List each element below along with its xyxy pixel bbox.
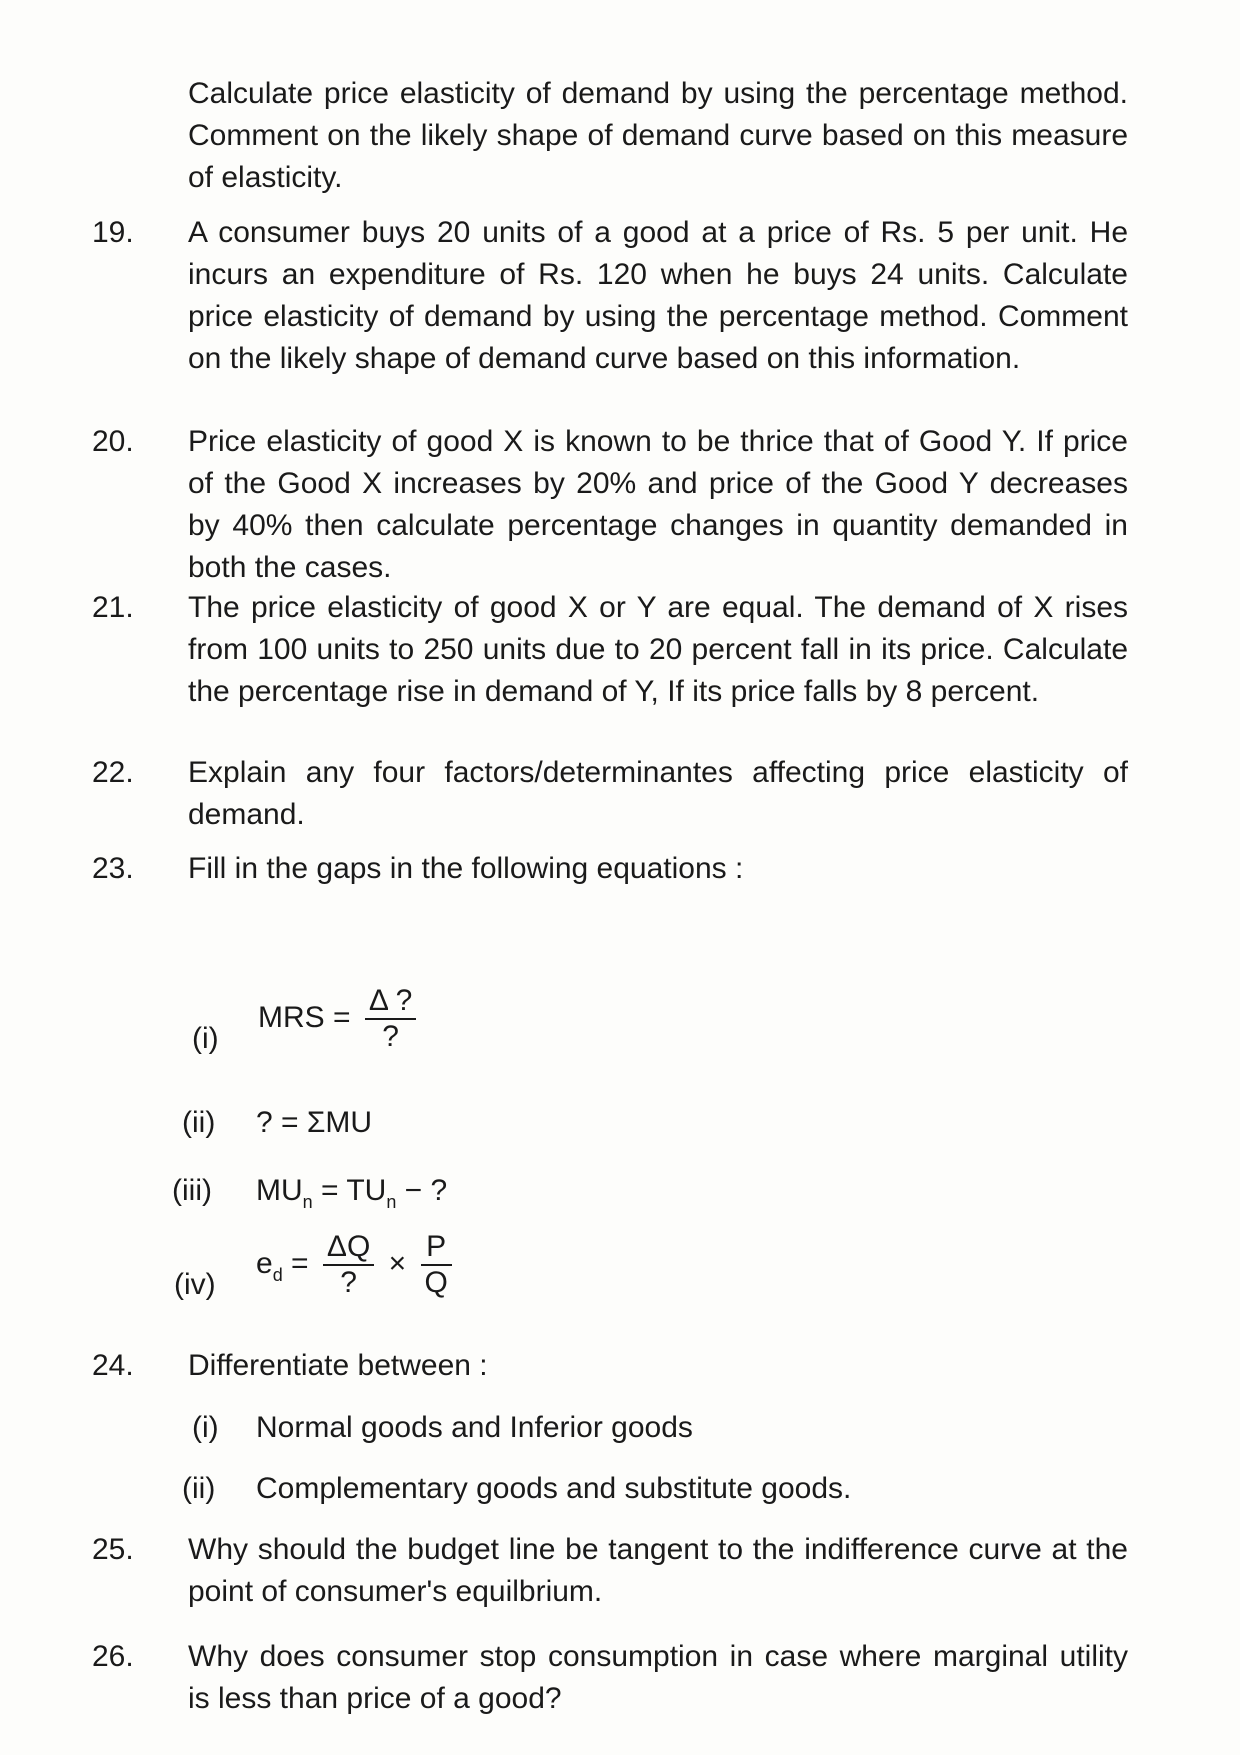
question-number-23: 23.: [92, 852, 134, 885]
equation-label-iii: (iii): [172, 1174, 212, 1207]
question-text: Why should the budget line be tangent to the indifference curve at the point of consumer's equilbrium.: [188, 1533, 1128, 1608]
mu-subscript: n: [302, 1192, 313, 1212]
question-text: Why does consumer stop consumption in case where marginal utility is less than price of a good?: [188, 1640, 1128, 1715]
differentiate-label-i: (i): [192, 1411, 219, 1444]
mrs-denominator: ?: [365, 1018, 416, 1054]
fraction-2-denominator: Q: [421, 1264, 452, 1300]
question-22: [188, 752, 1128, 836]
question-number-24: 24.: [92, 1349, 134, 1382]
elasticity-fraction-1: [323, 1230, 374, 1300]
question-text: Price elasticity of good X is known to be thrice that of Good Y. If price of the Good X increases by 20% and price of the Good Y decreases by 40% then calculate percentage changes in quantity demanded in both the cases.: [188, 425, 1128, 584]
question-25: [188, 1529, 1128, 1613]
question-number-20: 20.: [92, 425, 134, 458]
equals-sign: =: [291, 1246, 309, 1280]
fraction-2-numerator: P: [426, 1230, 447, 1263]
ed-subscript: d: [272, 1264, 283, 1285]
mu-term: MU: [256, 1174, 303, 1207]
tu-term: = TU: [312, 1174, 387, 1207]
mrs-fraction: [365, 984, 416, 1054]
equation-label-iv: (iv): [174, 1268, 216, 1301]
elasticity-fraction-2: [421, 1230, 452, 1300]
equation-label-ii: (ii): [182, 1106, 216, 1139]
question-21: [188, 587, 1128, 713]
question-text: Differentiate between :: [188, 1349, 488, 1382]
ed-lhs: e: [256, 1246, 273, 1280]
tu-subscript: n: [386, 1192, 397, 1212]
fraction-1-numerator: ΔQ: [326, 1230, 371, 1263]
equation-label-i: (i): [192, 1022, 219, 1055]
question-20: [188, 421, 1128, 589]
question-number-25: 25.: [92, 1533, 134, 1566]
question-number-26: 26.: [92, 1640, 134, 1673]
equals-sign: =: [333, 1000, 351, 1034]
question-text: Fill in the gaps in the following equations :: [188, 852, 744, 885]
differentiate-label-ii: (ii): [182, 1472, 216, 1505]
question-26: [188, 1636, 1128, 1720]
fraction-1-denominator: ?: [323, 1264, 374, 1300]
equation-tu: ? = ΣMU: [256, 1106, 373, 1139]
equation-mrs: [258, 984, 422, 1054]
intro-paragraph: [188, 73, 1128, 199]
differentiate-item-i: Normal goods and Inferior goods: [256, 1411, 693, 1444]
question-24: [188, 1345, 1128, 1387]
question-19: [188, 212, 1128, 380]
minus-term: − ?: [396, 1174, 448, 1207]
times-sign: ×: [388, 1246, 407, 1280]
question-text: Explain any four factors/determinantes affecting price elasticity of demand.: [188, 756, 1128, 831]
question-23: [188, 848, 1128, 890]
mrs-lhs: MRS: [258, 1000, 325, 1034]
question-number-22: 22.: [92, 756, 134, 789]
intro-text: Calculate price elasticity of demand by using the percentage method. Comment on the likely shape of demand curve based on this measure of elasticity.: [188, 77, 1128, 194]
equation-elasticity: [256, 1230, 458, 1300]
question-text: A consumer buys 20 units of a good at a price of Rs. 5 per unit. He incurs an expenditure of Rs. 120 when he buys 24 units. Calculate price elasticity of demand by using the percentage method. Comment on the likely shape of demand curve based on this information.: [188, 216, 1128, 375]
differentiate-item-ii: Complementary goods and substitute goods.: [256, 1472, 852, 1505]
question-text: The price elasticity of good X or Y are equal. The demand of X rises from 100 units to 250 units due to 20 percent fall in its price. Calculate the percentage rise in demand of Y, If its price falls by 8 percent.: [188, 591, 1128, 708]
question-number-19: 19.: [92, 216, 134, 249]
question-number-21: 21.: [92, 591, 134, 624]
mrs-numerator: Δ ?: [368, 984, 413, 1017]
equation-mu: [256, 1170, 447, 1223]
